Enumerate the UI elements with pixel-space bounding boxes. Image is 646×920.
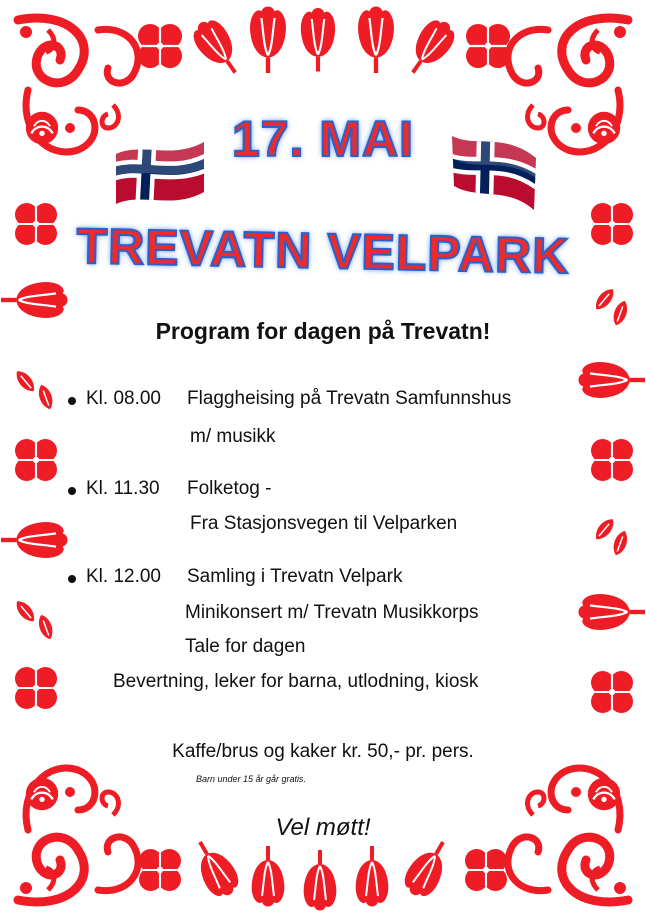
main-title: TREVATN VELPARK (76, 217, 570, 285)
bullet-icon (68, 487, 76, 495)
program-time: Kl. 08.00 (86, 388, 161, 409)
program-event: Flaggheising på Trevatn Samfunnshus (187, 388, 512, 409)
program-heading: Program for dagen på Trevatn! (155, 318, 491, 344)
program-event: Samling i Trevatn Velpark (187, 566, 403, 587)
welcome-text: Vel møtt! (275, 814, 371, 841)
program-detail: Tale for dagen (185, 636, 306, 657)
program-time: Kl. 11.30 (86, 478, 160, 499)
bullet-icon (68, 575, 76, 583)
children-free-note: Barn under 15 år går gratis. (196, 774, 307, 784)
price-line: Kaffe/brus og kaker kr. 50,- pr. pers. (172, 741, 474, 762)
date-title: 17. MAI (231, 111, 415, 167)
bullet-icon (68, 397, 76, 405)
program-time: Kl. 12.00 (86, 566, 161, 587)
extras-line: Bevertning, leker for barna, utlodning, kiosk (113, 671, 479, 692)
program-event: Folketog - (187, 478, 272, 499)
program-detail: m/ musikk (190, 426, 276, 447)
program-detail: Minikonsert m/ Trevatn Musikkorps (185, 602, 479, 623)
program-detail: Fra Stasjonsvegen til Velparken (190, 513, 458, 534)
